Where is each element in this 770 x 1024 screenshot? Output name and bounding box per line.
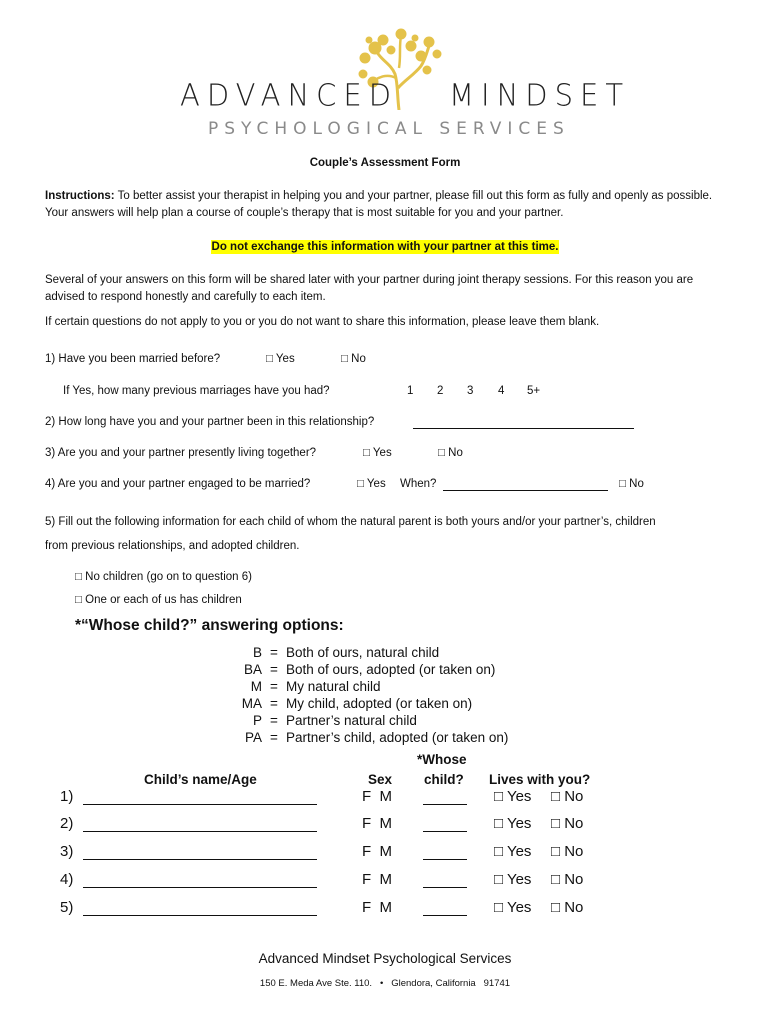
legend-code: BA — [243, 662, 262, 677]
legend-eq: = — [270, 662, 278, 677]
shared-note: Several of your answers on this form will be shared later with your partner during joint therapy sessions. For this reason you are advised to respond honestly and carefully to each item. — [45, 274, 694, 303]
q1-yes-checkbox[interactable]: □ Yes — [266, 353, 295, 365]
legend-eq: = — [270, 696, 278, 711]
col-sex: Sex — [368, 772, 393, 787]
sex-options[interactable]: F M — [362, 815, 392, 832]
whose-child-field[interactable] — [423, 817, 467, 832]
whose-child-legend — [200, 644, 508, 746]
col-whose-line1: *Whose — [417, 752, 467, 767]
legend-row — [200, 712, 508, 729]
legend-code: B — [252, 645, 262, 660]
marriage-count-option[interactable]: 1 — [407, 385, 414, 397]
legend-row — [200, 644, 508, 661]
child-name-field[interactable] — [83, 901, 317, 916]
marriage-count-option[interactable]: 4 — [498, 385, 505, 397]
marriage-count-option[interactable]: 2 — [437, 385, 444, 397]
legend-row — [200, 695, 508, 712]
logo-word-advanced: ADVANCED — [180, 77, 399, 113]
legend-eq: = — [270, 730, 278, 745]
col-lives-with-you: Lives with you? — [489, 772, 591, 787]
lives-no-checkbox[interactable]: □ No — [551, 899, 584, 916]
child-name-field[interactable] — [83, 873, 317, 888]
marriage-count-option[interactable]: 3 — [467, 385, 474, 397]
q3-no-checkbox[interactable]: □ No — [438, 447, 463, 459]
child-name-field[interactable] — [83, 790, 317, 805]
col-whose-line2: child? — [424, 772, 464, 787]
legend-code: M — [250, 679, 262, 694]
legend-text: Partner’s child, adopted (or taken on) — [286, 730, 509, 745]
question-1-sub: If Yes, how many previous marriages have you had? — [63, 385, 330, 397]
legend-row — [200, 678, 508, 695]
legend-eq: = — [270, 645, 278, 660]
lives-no-checkbox[interactable]: □ No — [551, 843, 584, 860]
lives-yes-checkbox[interactable]: □ Yes — [494, 843, 532, 860]
legend-code: P — [252, 713, 262, 728]
legend-row — [200, 661, 508, 678]
row-number: 4) — [60, 871, 74, 888]
marriage-count-option[interactable]: 5+ — [527, 385, 541, 397]
legend-code: MA — [241, 696, 262, 711]
logo-word-mindset: MINDSET — [449, 77, 631, 113]
q3-yes-checkbox[interactable]: □ Yes — [363, 447, 392, 459]
question-2: 2) How long have you and your partner been in this relationship? — [45, 416, 375, 428]
footer-address: 150 E. Meda Ave Ste. 110. • Glendora, California 91741 — [259, 978, 511, 989]
q4-when-label: When? — [400, 478, 437, 490]
legend-text: My natural child — [286, 679, 381, 694]
lives-yes-checkbox[interactable]: □ Yes — [494, 899, 532, 916]
instructions — [45, 188, 735, 222]
instructions-text: To better assist your therapist in helping you and your partner, please fill out this form as fully and openly as possible. Your answers will help plan a course of couple’s therapy that is most suitable for you and your partner. — [45, 190, 713, 219]
engagement-date-field[interactable] — [443, 478, 608, 491]
form-title: Couple’s Assessment Form — [309, 157, 461, 169]
child-name-field[interactable] — [83, 845, 317, 860]
legend-text: Both of ours, adopted (or taken on) — [286, 662, 496, 677]
whose-child-header: *“Whose child?” answering options: — [75, 617, 344, 634]
row-number: 3) — [60, 843, 74, 860]
warning-banner — [0, 237, 770, 255]
q4-no-checkbox[interactable]: □ No — [619, 478, 644, 490]
legend-text: My child, adopted (or taken on) — [286, 696, 473, 711]
lives-yes-checkbox[interactable]: □ Yes — [494, 871, 532, 888]
legend-row — [200, 729, 508, 746]
instructions-label: Instructions: — [45, 190, 115, 202]
lives-no-checkbox[interactable]: □ No — [551, 871, 584, 888]
no-children-checkbox[interactable]: □ No children (go on to question 6) — [75, 571, 252, 583]
relationship-length-field[interactable] — [413, 416, 634, 429]
warning-text: Do not exchange this information with your partner at this time. — [211, 241, 559, 253]
col-child-name: Child’s name/Age — [144, 772, 257, 787]
question-4: 4) Are you and your partner engaged to be married? — [45, 478, 311, 490]
legend-text: Partner’s natural child — [286, 713, 417, 728]
legend-code: PA — [244, 730, 262, 745]
whose-child-field[interactable] — [423, 845, 467, 860]
sex-options[interactable]: F M — [362, 843, 392, 860]
row-number: 2) — [60, 815, 74, 832]
row-number: 5) — [60, 899, 74, 916]
sex-options[interactable]: F M — [362, 788, 392, 805]
question-3: 3) Are you and your partner presently living together? — [45, 447, 317, 459]
sex-options[interactable]: F M — [362, 899, 392, 916]
q4-yes-checkbox[interactable]: □ Yes — [357, 478, 386, 490]
q1-no-checkbox[interactable]: □ No — [341, 353, 366, 365]
row-number: 1) — [60, 788, 74, 805]
lives-yes-checkbox[interactable]: □ Yes — [494, 815, 532, 832]
child-name-field[interactable] — [83, 817, 317, 832]
logo-subtitle: PSYCHOLOGICAL SERVICES — [208, 119, 570, 139]
whose-child-field[interactable] — [423, 901, 467, 916]
lives-no-checkbox[interactable]: □ No — [551, 788, 584, 805]
lives-no-checkbox[interactable]: □ No — [551, 815, 584, 832]
legend-eq: = — [270, 679, 278, 694]
question-1: 1) Have you been married before? — [45, 353, 221, 365]
legend-eq: = — [270, 713, 278, 728]
lives-yes-checkbox[interactable]: □ Yes — [494, 788, 532, 805]
question-5: 5) Fill out the following information for each child of whom the natural parent is both yours and/or your partner’s, children — [45, 516, 656, 528]
footer-company-name: Advanced Mindset Psychological Services — [258, 951, 512, 966]
whose-child-field[interactable] — [423, 790, 467, 805]
blank-note: If certain questions do not apply to you or you do not want to share this information, please leave them blank. — [45, 316, 600, 328]
whose-child-field[interactable] — [423, 873, 467, 888]
legend-text: Both of ours, natural child — [286, 645, 440, 660]
has-children-checkbox[interactable]: □ One or each of us has children — [75, 594, 242, 606]
question-5-cont: from previous relationships, and adopted children. — [45, 540, 300, 552]
sex-options[interactable]: F M — [362, 871, 392, 888]
